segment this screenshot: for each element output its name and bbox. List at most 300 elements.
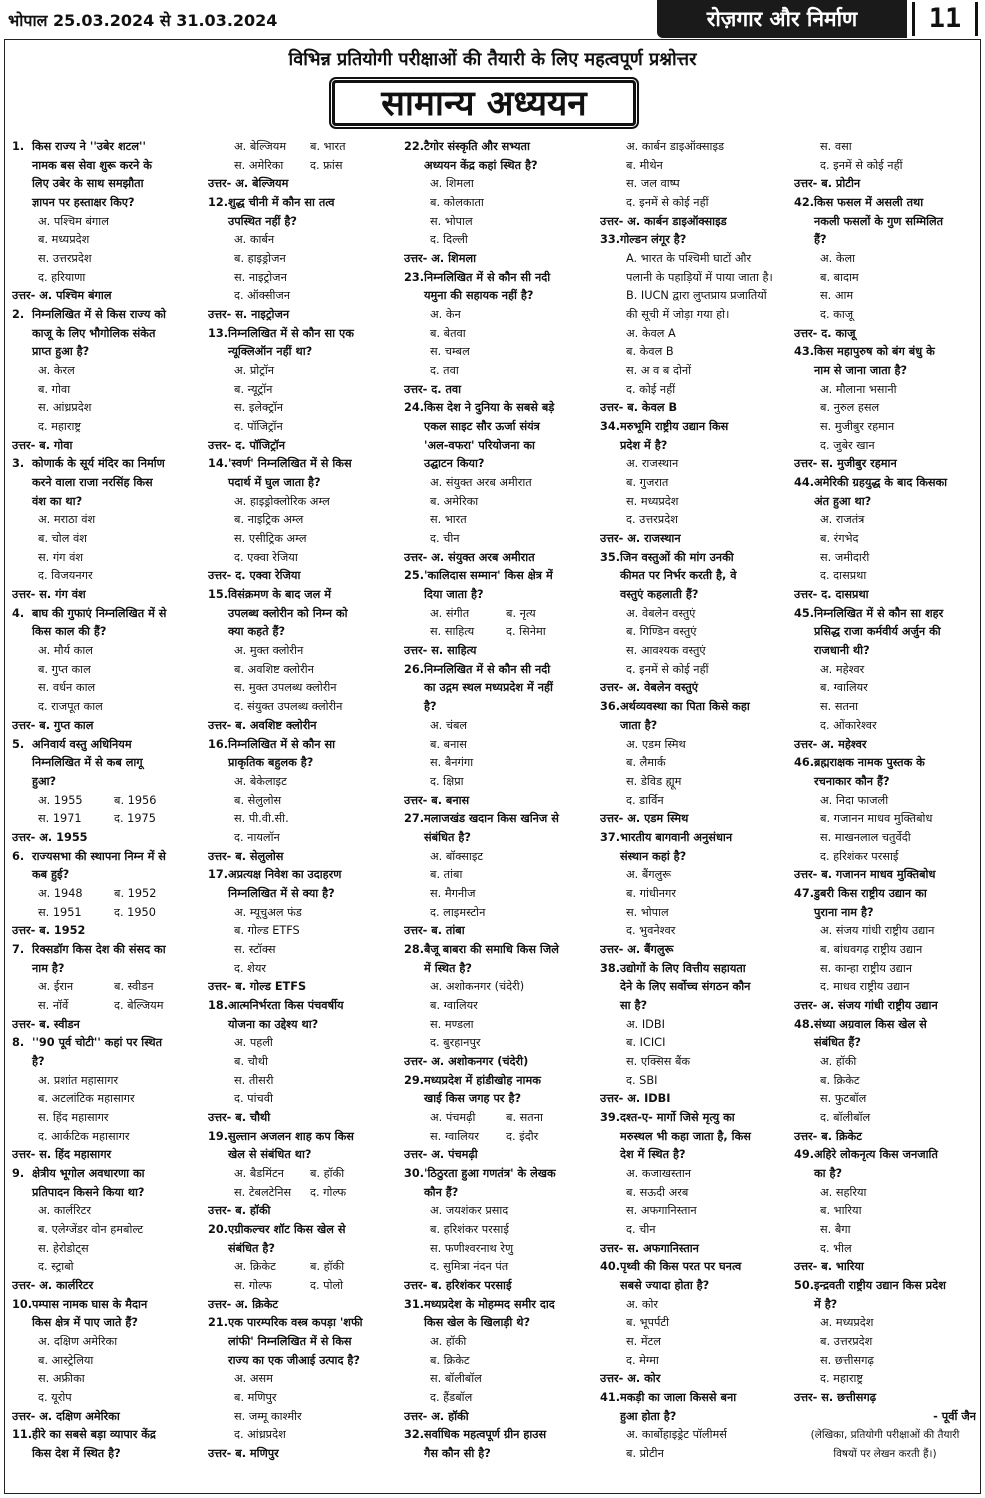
option-text: अ. पंचमढ़ी	[430, 1110, 476, 1124]
question-line	[404, 399, 592, 418]
option-text: स. 1971	[38, 812, 82, 826]
question-number: 2.	[12, 308, 25, 322]
option-text: ब. भारत	[310, 140, 346, 153]
question-continuation: संबंधित हैं?	[814, 1036, 861, 1050]
question-text: हीरे का सबसे बड़ा व्यापार केंद्र	[32, 1428, 156, 1442]
question-number: 48.	[794, 1017, 815, 1031]
answer-line: उत्तर- अ. कार्बन डाइऑक्साइड	[600, 214, 727, 228]
option-line: द. डार्विन	[626, 793, 664, 807]
question-continuation: दिया जाता है?	[424, 588, 484, 602]
answer-line: उत्तर- ब. चौथी	[208, 1110, 271, 1124]
option-line: अ. हॉकी	[820, 1054, 857, 1068]
question-continuation: निम्नलिखित में से कब लागू	[32, 756, 143, 770]
question-number: 11.	[12, 1428, 33, 1442]
question-text: विसंक्रमण के बाद जल में	[228, 588, 332, 602]
option-text: स. टेबलटेनिस	[234, 1185, 292, 1199]
question-continuation: का उद्गम स्थल मध्यप्रदेश में नहीं	[424, 681, 553, 695]
answer-line: उत्तर- अ. 1955	[12, 830, 88, 844]
option-line: ब. तांबा	[430, 868, 463, 882]
question-text: भारतीय बागवानी अनुसंधान	[620, 830, 733, 844]
answer-line: उत्तर- ब. सेलुलोस	[208, 849, 284, 863]
option-pair	[208, 1165, 396, 1184]
question-continuation: राज्य का एक जीआई उत्पाद है?	[228, 1353, 360, 1367]
option-pair	[404, 1109, 592, 1128]
question-text: 'स्वर्ण' निम्नलिखित में से किस	[228, 457, 352, 471]
question-continuation: लांफी' निम्नलिखित में से किस	[228, 1335, 352, 1348]
option-line: द. माधव राष्ट्रीय उद्यान	[820, 980, 910, 994]
question-line	[600, 829, 788, 848]
question-continuation: न्यूक्लिऑन नहीं था?	[228, 345, 313, 359]
question-number: 44.	[794, 476, 815, 490]
option-line: ब. गुप्त काल	[38, 662, 91, 676]
answer-line: उत्तर- अ. पंचमढ़ी	[404, 1148, 478, 1162]
question-text: डुबरी किस राष्ट्रीय उद्यान का	[814, 886, 927, 900]
question-text: अर्थव्यवस्था का पिता किसे कहा	[620, 700, 750, 714]
question-number: 20.	[208, 1222, 229, 1236]
option-line: द. ऑक्सीजन	[234, 289, 291, 303]
question-line	[12, 1426, 200, 1445]
question-continuation: संस्थान कहां है?	[620, 849, 687, 863]
option-text: ब. नृत्य	[506, 606, 536, 620]
question-line	[404, 661, 592, 680]
option-line: स. अफगानिस्तान	[626, 1204, 697, 1218]
option-line: ब. नाइट्रिक अम्ल	[234, 513, 304, 527]
question-number: 9.	[12, 1166, 25, 1180]
answer-line: उत्तर- स. नाइट्रोजन	[208, 308, 290, 322]
option-line: द. आंध्रप्रदेश	[234, 1428, 286, 1442]
question-continuation: संबंधित है?	[228, 1241, 275, 1255]
option-line: अ. महेश्वर	[820, 662, 865, 676]
option-line: द. जुबेर खान	[820, 438, 875, 452]
option-line: स. वर्धन काल	[38, 681, 96, 695]
question-text: अहिरे लोकनृत्य किस जनजाति	[814, 1148, 938, 1162]
question-continuation: किस क्षेत्र में पाए जाते हैं?	[32, 1316, 138, 1330]
question-number: 25.	[404, 569, 425, 583]
option-line: स. उत्तरप्रदेश	[38, 252, 92, 266]
option-line: स. गंग वंश	[38, 550, 84, 564]
question-line	[404, 269, 592, 288]
question-line	[12, 848, 200, 867]
option-line: द. बॉलीबॉल	[820, 1110, 871, 1124]
question-number: 50.	[794, 1278, 815, 1292]
question-text: मध्यप्रदेश में हांडीखोह नामक	[424, 1073, 541, 1087]
question-text: क्षेत्रीय भूगोल अवधारणा का	[32, 1166, 145, 1180]
question-line	[404, 1296, 592, 1315]
option-line: अ. राजस्थान	[626, 457, 679, 471]
answer-line: उत्तर- ब. तांबा	[404, 924, 465, 938]
option-line: अ. संयुक्त अरब अमीरात	[430, 476, 532, 490]
question-text: निम्नलिखित में से कौन सा शहर	[814, 606, 944, 620]
question-text: पम्पास नामक घास के मैदान	[32, 1297, 148, 1311]
question-continuation: प्रदेश में है?	[620, 438, 668, 452]
option-line: ब. गुजरात	[626, 476, 669, 490]
option-line: स. पी.वी.सी.	[234, 812, 289, 826]
question-line	[600, 1389, 788, 1408]
option-line: स. डेविड ह्यूम	[626, 774, 682, 788]
question-text: 'कालिदास सम्मान' किस क्षेत्र में	[424, 569, 553, 583]
page-number: 11	[912, 2, 978, 36]
question-line	[12, 941, 200, 960]
option-line: अ. केरल	[38, 364, 75, 378]
question-line	[12, 1296, 200, 1315]
question-line	[794, 885, 976, 904]
option-line: स. मेंटल	[626, 1335, 661, 1348]
option-line: अ. बैंगलुरू	[626, 868, 672, 882]
option-line: द. इनमें से कोई नहीं	[820, 158, 903, 172]
question-line	[600, 960, 788, 979]
question-text: सुल्तान अजलन शाह कप किस	[228, 1129, 354, 1143]
question-line	[404, 1426, 592, 1445]
question-continuation: निम्नलिखित में से क्या है?	[228, 886, 335, 900]
question-continuation: प्रसिद्ध राजा कर्मवीर्य अर्जुन की	[814, 625, 941, 639]
question-text: एक पारम्परिक वस्त्र कपड़ा 'शफी	[228, 1316, 363, 1330]
option-line: स. जमीदारी	[820, 550, 870, 564]
answer-line: उत्तर- अ. वेबलेन वस्तुएं	[600, 681, 699, 695]
question-continuation: किस खेल के खिलाड़ी थे?	[424, 1316, 531, 1330]
question-text: ''90 पूर्व चोटी'' कहां पर स्थित	[32, 1036, 163, 1050]
option-line: स. छत्तीसगढ़	[820, 1353, 874, 1367]
answer-line: उत्तर- ब. प्रोटीन	[794, 177, 861, 191]
question-text: एग्रीकल्चर शॉट किस खेल से	[228, 1222, 346, 1236]
question-number: 1.	[12, 140, 25, 153]
option-line: ब. आस्ट्रेलिया	[38, 1353, 94, 1367]
option-pair	[12, 885, 200, 904]
question-text: उद्योगों के लिए वित्तीय सहायता	[620, 961, 746, 975]
question-number: 33.	[600, 233, 621, 247]
question-line	[794, 1277, 976, 1296]
question-line	[404, 1165, 592, 1184]
option-line: स. सतना	[820, 700, 859, 714]
question-number: 12.	[208, 196, 229, 210]
answer-line: उत्तर- अ. राजस्थान	[600, 532, 681, 546]
answer-line: उत्तर- अ. बैंगलुरू	[600, 942, 674, 956]
option-line: द. इनमें से कोई नहीं	[626, 196, 709, 210]
option-line: अ. वेबलेन वस्तुएं	[626, 606, 696, 620]
answer-line: उत्तर- ब. मणिपुर	[208, 1447, 279, 1461]
option-line: स. मुजीबुर रहमान	[820, 420, 895, 434]
answer-line: उत्तर- ब. 1952	[12, 924, 86, 938]
option-pair	[12, 978, 200, 997]
option-text: स. गोल्फ	[234, 1278, 272, 1292]
question-continuation: एकल साइट सौर ऊर्जा संयंत्र	[424, 420, 540, 434]
option-pair	[208, 1184, 396, 1203]
question-continuation: में स्थित है?	[424, 961, 472, 975]
question-continuation: हुआ होता है?	[620, 1409, 677, 1423]
option-line: द. चीन	[430, 532, 460, 546]
option-line: अ. IDBI	[626, 1017, 665, 1031]
option-text: द. 1975	[114, 812, 156, 826]
question-line	[600, 549, 788, 568]
option-line: स. माखनलाल चतुर्वेदी	[820, 830, 911, 844]
question-number: 31.	[404, 1297, 425, 1311]
option-line: ब. अवशिष्ट क्लोरीन	[234, 662, 314, 676]
question-number: 40.	[600, 1260, 621, 1274]
answer-line: उत्तर- द. एक्वा रेजिया	[208, 569, 301, 583]
option-line: ब. अटलांटिक महासागर	[38, 1092, 135, 1106]
option-line: स. हिंद महासागर	[38, 1110, 109, 1124]
answer-line: उत्तर- द. पॉजिट्रॉन	[208, 438, 286, 452]
option-line: अ. केन	[430, 308, 461, 322]
option-text: अ. क्रिकेट	[234, 1260, 276, 1274]
option-text: ब. हॉकी	[310, 1166, 345, 1180]
answer-line: उत्तर- ब. हरिशंकर परसाई	[404, 1278, 512, 1292]
option-line: ब. क्रिकेट	[430, 1353, 470, 1367]
option-pair	[208, 1277, 396, 1296]
option-line: द. विजयनगर	[38, 569, 93, 583]
question-continuation: पुराना नाम है?	[814, 905, 874, 919]
option-line: द. क्षिप्रा	[430, 774, 464, 788]
question-text: गोल्डन लंगूर है?	[620, 233, 687, 247]
option-text: ब. 1952	[114, 886, 157, 900]
option-pair	[208, 157, 396, 176]
option-text: स. 1951	[38, 905, 82, 919]
option-line: अ. राजतंत्र	[820, 513, 865, 527]
option-line: अ. कोर	[626, 1297, 659, 1311]
question-continuation: किस काल की हैं?	[32, 625, 107, 639]
answer-line: उत्तर- स. गंग वंश	[12, 588, 86, 602]
question-line	[208, 997, 396, 1016]
option-line: ब. भूपर्पटी	[626, 1316, 670, 1330]
option-text: स. नॉर्वे	[38, 998, 69, 1012]
question-text: किस देश ने दुनिया के सबसे बड़े	[424, 401, 555, 415]
question-continuation: अध्ययन केंद्र कहां स्थित है?	[424, 158, 538, 172]
option-line: द. दासप्रथा	[820, 569, 867, 583]
option-line: अ. निदा फाजली	[820, 793, 889, 807]
option-line: ब. बनास	[430, 737, 467, 751]
option-line: ब. चौथी	[234, 1054, 268, 1068]
option-line: द. राजपूत काल	[38, 700, 103, 714]
question-line	[208, 455, 396, 474]
question-continuation: राजधानी थी?	[814, 644, 870, 658]
option-line: द. काजू	[820, 308, 854, 322]
option-text: द. 1950	[114, 905, 156, 919]
option-line: स. फणीश्वरनाथ रेणु	[430, 1241, 514, 1255]
column-1	[12, 138, 200, 1490]
question-number: 3.	[12, 457, 25, 471]
answer-line: उत्तर- अ. पश्चिम बंगाल	[12, 289, 112, 303]
option-line: द. दिल्ली	[430, 233, 468, 247]
option-line: द. एक्वा रेजिया	[234, 550, 298, 564]
question-continuation: किस देश में स्थित है?	[32, 1447, 121, 1461]
option-line: स. अ व ब दोनों	[626, 364, 692, 378]
option-line: ब. हरिशंकर परसाई	[430, 1222, 509, 1236]
option-line: पलानी के पहाड़ियों में पाया जाता है।	[626, 270, 773, 284]
question-text: आत्मनिर्भरता किस पंचवर्षीय	[228, 998, 344, 1012]
question-continuation: कौन हैं?	[424, 1185, 459, 1199]
option-line: स. वसा	[820, 140, 852, 153]
question-text: सर्वाधिक महत्वपूर्ण ग्रीन हाउस	[424, 1428, 547, 1442]
author-credit: विषयों पर लेखन करती हैं।)	[833, 1448, 937, 1461]
question-text: मलाजखंड खदान किस खनिज से	[424, 812, 559, 826]
question-text: इन्द्रवती राष्ट्रीय उद्यान किस प्रदेश	[814, 1278, 946, 1292]
option-line: द. इनमें से कोई नहीं	[626, 662, 709, 676]
option-pair	[208, 1258, 396, 1277]
answer-line: उत्तर- ब. स्वीडन	[12, 1017, 80, 1031]
article-subtitle: विभिन्न प्रतियोगी परीक्षाओं की तैयारी के लिए महत्वपूर्ण प्रश्नोत्तर	[288, 49, 697, 70]
question-continuation: में है?	[814, 1297, 838, 1311]
question-number: 14.	[208, 457, 229, 471]
question-continuation: काजू के लिए भौगोलिक संकेत	[32, 326, 156, 340]
question-continuation: कीमत पर निर्भर करती है, वे	[620, 569, 737, 583]
option-line: द. आर्कटिक महासागर	[38, 1129, 130, 1143]
option-text: अ. 1948	[38, 886, 83, 900]
option-line: द. चीन	[626, 1222, 656, 1236]
option-line: अ. कार्लरिटर	[38, 1204, 91, 1218]
option-line: द. शेयर	[234, 961, 267, 975]
question-line	[208, 586, 396, 605]
option-line: अ. पहली	[234, 1036, 273, 1050]
question-line	[208, 1314, 396, 1333]
question-continuation: ज्ञापन पर हस्ताक्षर किए?	[32, 196, 135, 210]
answer-line: उत्तर- द. तवा	[404, 382, 462, 396]
question-number: 4.	[12, 606, 25, 620]
column-4	[600, 138, 788, 1490]
question-text: संध्या अग्रवाल किस खेल से	[814, 1017, 927, 1031]
option-line: ब. बेतवा	[430, 326, 466, 340]
question-continuation: उपलब्ध क्लोरीन को निम्न को	[228, 606, 348, 620]
answer-line: उत्तर- अ. हॉकी	[404, 1409, 469, 1423]
option-line: ब. उत्तरप्रदेश	[820, 1335, 873, 1348]
question-number: 18.	[208, 998, 229, 1012]
answer-line: उत्तर- ब. भारिया	[794, 1260, 864, 1274]
option-line: स. हेरोडोट्स	[38, 1241, 89, 1255]
question-continuation: कब हुई?	[32, 868, 70, 882]
answer-line: उत्तर- अ. कार्लरिटर	[12, 1278, 94, 1292]
answer-line: उत्तर- ब. गोवा	[12, 438, 73, 452]
option-line: स. भोपाल	[430, 214, 473, 228]
question-number: 39.	[600, 1110, 621, 1124]
option-line: अ. शिमला	[430, 177, 474, 191]
question-number: 16.	[208, 737, 229, 751]
answer-line: उत्तर- अ. संजय गांधी राष्ट्रीय उद्यान	[794, 998, 938, 1012]
option-line: द. नायलॉन	[234, 830, 280, 844]
question-continuation: उद्घाटन किया?	[424, 457, 485, 471]
question-line	[404, 567, 592, 586]
answer-line: उत्तर- ब. बनास	[404, 793, 470, 807]
question-number: 22.	[404, 140, 425, 153]
question-continuation: क्या कहते हैं?	[228, 625, 286, 639]
option-pair	[208, 138, 396, 157]
option-text: अ. 1955	[38, 793, 83, 807]
question-continuation: है?	[424, 700, 437, 714]
question-line	[794, 343, 976, 362]
option-line: ब. हाइड्रोजन	[234, 252, 286, 266]
option-line: स. आम	[820, 289, 854, 303]
question-line	[208, 736, 396, 755]
question-continuation: अंत हुआ था?	[814, 494, 872, 508]
answer-line: उत्तर- ब. गजानन माधव मुक्तिबोध	[794, 868, 936, 882]
answer-line: उत्तर- अ. IDBI	[600, 1092, 671, 1106]
option-line: द. भील	[820, 1241, 852, 1255]
question-line	[12, 1034, 200, 1053]
option-line: ब. प्रोटीन	[626, 1447, 664, 1461]
dateline: भोपाल 25.03.2024 से 31.03.2024	[8, 11, 278, 30]
question-text: रिक्सडॉग किस देश की संसद का	[32, 942, 166, 956]
question-continuation: हुआ?	[32, 774, 57, 788]
question-line	[208, 194, 396, 213]
option-line: द. SBI	[626, 1073, 658, 1087]
option-line: ब. गोवा	[38, 382, 71, 396]
question-text: निम्नलिखित में से कौन सा एक	[228, 326, 354, 340]
question-number: 28.	[404, 942, 425, 956]
answer-line: उत्तर- ब. अवशिष्ट क्लोरीन	[208, 718, 317, 732]
option-line: द. यूरोप	[38, 1391, 72, 1405]
question-line	[208, 866, 396, 885]
option-line: ब. एलेग्जेंडर वोन हमबोल्ट	[38, 1222, 144, 1236]
question-line	[208, 1128, 396, 1147]
question-continuation: जाता है?	[620, 718, 658, 732]
option-line: ब. ग्वालियर	[430, 998, 478, 1012]
question-number: 38.	[600, 961, 621, 975]
question-text: किस महापुरुष को बंग बंधु के	[814, 345, 935, 359]
option-line: अ. चंबल	[430, 718, 468, 732]
page-header	[0, 0, 985, 38]
answer-line: उत्तर- अ. क्रिकेट	[208, 1297, 279, 1311]
option-line: ब. गांधीनगर	[626, 886, 677, 900]
option-line: अ. कार्बन	[234, 233, 275, 247]
option-line: स. बैगा	[820, 1222, 851, 1236]
option-line: ब. बादाम	[820, 270, 859, 284]
option-text: अ. बेल्जियम	[234, 140, 287, 153]
option-line: ब. गजानन माधव मुक्तिबोध	[820, 812, 933, 826]
answer-line: उत्तर- अ. संयुक्त अरब अमीरात	[404, 550, 535, 564]
question-line	[794, 1016, 976, 1035]
option-line: द. तवा	[430, 364, 459, 378]
question-line	[600, 231, 788, 250]
option-line: अ. जयशंकर प्रसाद	[430, 1204, 509, 1218]
question-number: 5.	[12, 737, 25, 751]
question-text: राज्यसभा की स्थापना निम्न में से	[32, 849, 166, 863]
option-line: द. बुरहानपुर	[430, 1036, 481, 1050]
question-number: 29.	[404, 1073, 425, 1087]
question-text: किस राज्य ने ''उबेर शटल''	[32, 140, 146, 153]
question-continuation: सा है?	[620, 998, 648, 1012]
option-line: द. स्ट्राबो	[38, 1260, 74, 1274]
option-line: ब. मीथेन	[626, 158, 663, 172]
option-text: स. साहित्य	[430, 625, 475, 639]
option-line: ब. सऊदी अरब	[626, 1185, 689, 1199]
question-text: मध्यप्रदेश के मोहम्मद समीर दाद	[424, 1297, 555, 1311]
question-number: 32.	[404, 1428, 425, 1442]
question-text: शुद्ध चीनी में कौन सा तत्व	[228, 196, 335, 210]
option-line: अ. पश्चिम बंगाल	[38, 214, 109, 228]
option-line: स. आवश्यक वस्तुएं	[626, 644, 706, 658]
option-line: स. आंध्रप्रदेश	[38, 401, 92, 415]
option-line: ब. सेलुलोस	[234, 793, 282, 807]
answer-line: उत्तर- स. हिंद महासागर	[12, 1148, 112, 1162]
question-number: 7.	[12, 942, 25, 956]
question-continuation: पदार्थ में घुल जाता है?	[228, 476, 321, 490]
question-line	[12, 1165, 200, 1184]
option-line: स. जल वाष्प	[626, 177, 680, 191]
question-line	[404, 138, 592, 157]
question-number: 36.	[600, 700, 621, 714]
option-line: अ. कजाखस्तान	[626, 1166, 692, 1180]
question-text: किस फसल में असली तथा	[814, 196, 924, 210]
question-number: 26.	[404, 662, 425, 676]
option-line: ब. चोल वंश	[38, 532, 87, 546]
answer-line: उत्तर- ब. हॉकी	[208, 1204, 271, 1218]
question-text: अनिवार्य वस्तु अधिनियम	[32, 737, 132, 751]
question-text: मकड़ी का जाला किससे बना	[620, 1391, 737, 1405]
question-text: निम्नलिखित में से कौन सी नदी	[424, 270, 551, 284]
option-line: अ. मौलाना भसानी	[820, 382, 897, 396]
answer-line: उत्तर- अ. महेश्वर	[794, 737, 867, 751]
option-line: अ. मुक्त क्लोरीन	[234, 644, 304, 658]
option-line: स. एक्सिस बैंक	[626, 1054, 691, 1068]
question-text: 'ठिठुरता हुआ गणतंत्र' के लेखक	[424, 1166, 556, 1180]
option-line: ब. लैमार्क	[626, 756, 666, 770]
